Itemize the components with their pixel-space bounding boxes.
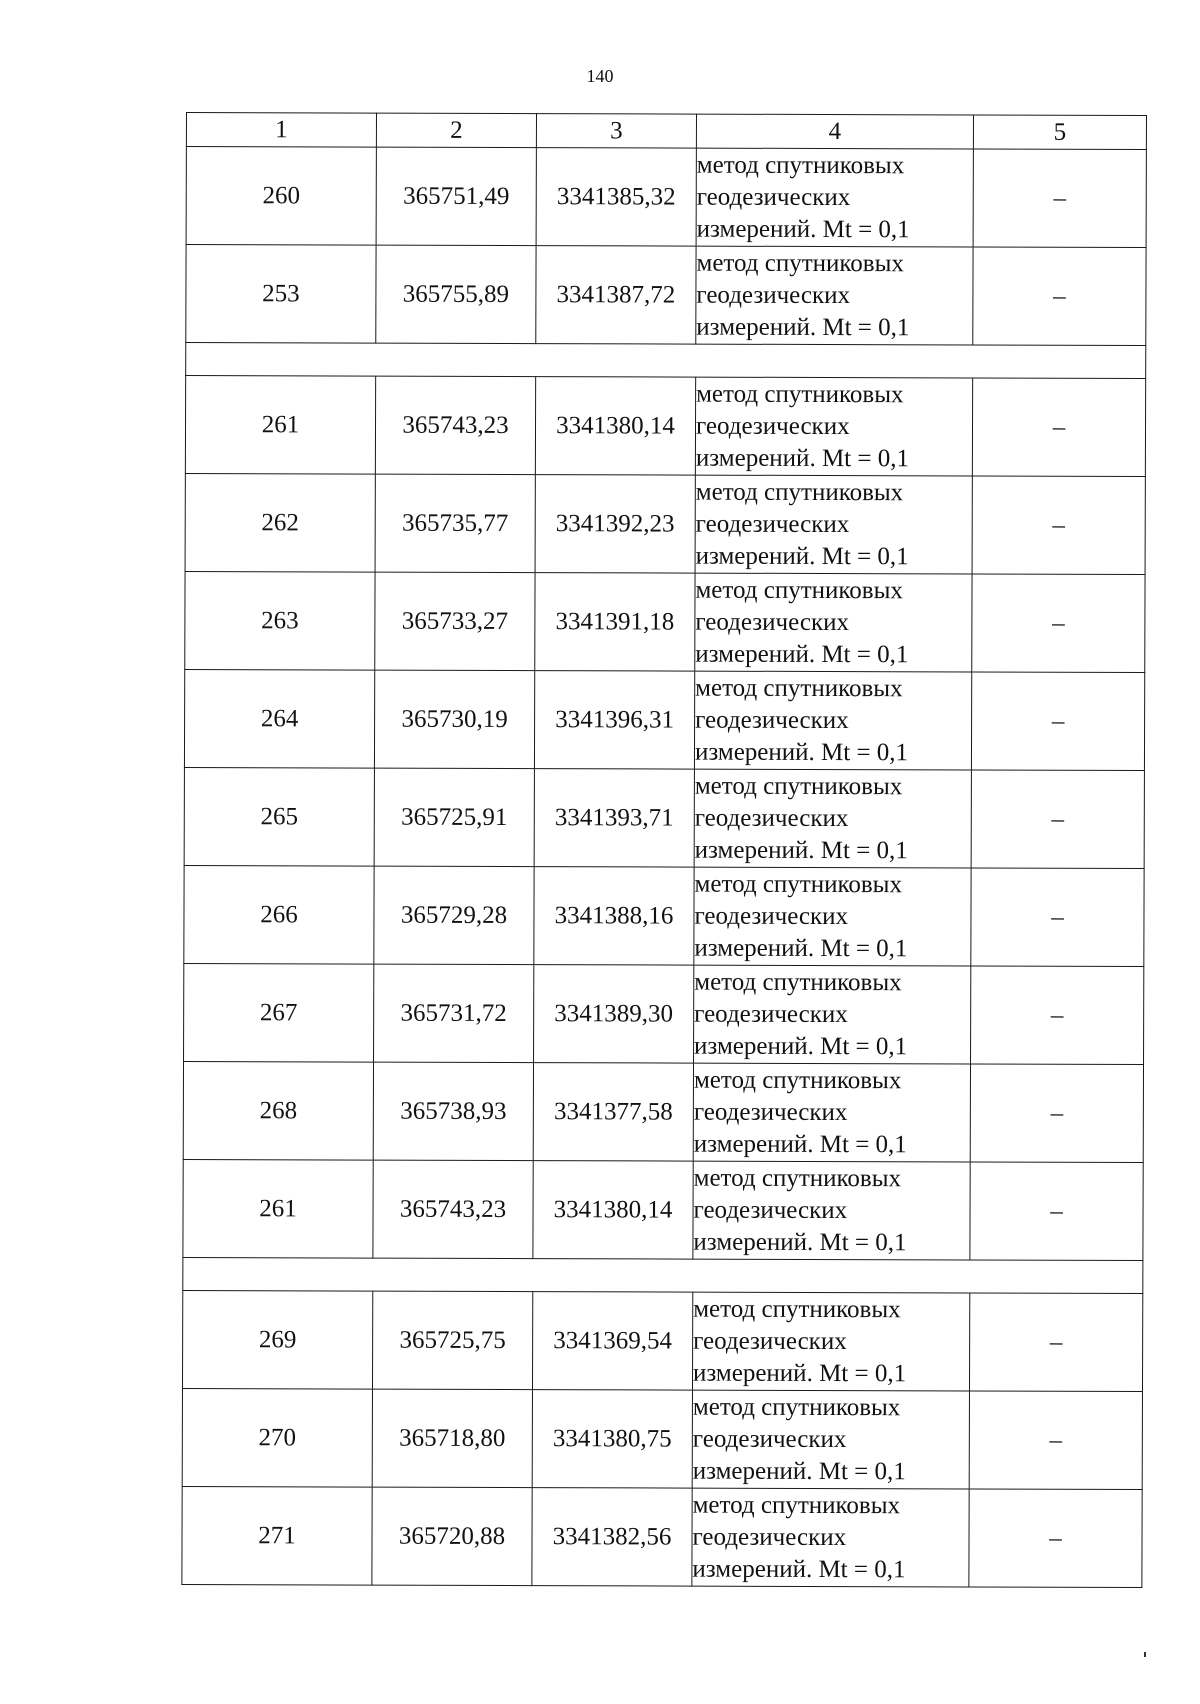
coordinate-x-cell: 365733,27	[375, 572, 535, 671]
description-cell: –	[970, 1064, 1143, 1163]
coordinate-y-cell: 3341377,58	[533, 1063, 693, 1162]
coordinate-x-cell: 365755,89	[376, 245, 536, 344]
description-cell: –	[969, 1391, 1142, 1490]
method-cell	[696, 148, 973, 247]
point-number-cell: 267	[184, 963, 374, 1062]
method-text-line: геодезических	[692, 1425, 847, 1453]
method-cell	[692, 1292, 969, 1391]
description-cell: –	[973, 247, 1146, 346]
method-text-line: метод спутниковых	[696, 249, 904, 277]
coordinate-y-cell: 3341380,14	[533, 1161, 693, 1260]
coordinate-y-cell: 3341396,31	[534, 671, 694, 770]
method-cell	[695, 573, 972, 672]
method-text-line: метод спутниковых	[695, 576, 903, 604]
coordinate-x-cell: 365738,93	[373, 1062, 533, 1161]
method-text-line: измерений. Mt = 0,1	[694, 738, 909, 766]
coordinate-x-cell: 365729,28	[374, 866, 534, 965]
section-separator-row	[183, 1257, 1143, 1293]
method-text-line: измерений. Mt = 0,1	[695, 640, 909, 668]
coordinate-x-cell: 365743,23	[375, 376, 535, 475]
coordinate-y-cell: 3341380,75	[532, 1390, 692, 1489]
method-cell	[695, 377, 972, 476]
description-cell: –	[969, 1293, 1142, 1392]
method-cell	[693, 1161, 970, 1260]
table-row	[182, 1290, 1142, 1391]
method-text-line: измерений. Mt = 0,1	[695, 542, 909, 570]
scan-speck	[1144, 1652, 1146, 1657]
point-number-cell: 261	[185, 376, 375, 475]
method-text-line: метод спутниковых	[696, 380, 904, 408]
coordinate-x-cell: 365730,19	[374, 670, 534, 769]
method-text-line: метод спутниковых	[694, 870, 903, 898]
method-cell	[692, 1488, 969, 1587]
point-number-cell: 260	[186, 147, 376, 246]
method-text-line: метод спутниковых	[692, 1491, 901, 1519]
point-number-cell: 266	[184, 865, 374, 964]
method-cell	[695, 475, 972, 574]
method-text-line: геодезических	[694, 1000, 848, 1028]
description-cell: –	[972, 574, 1145, 673]
table-row	[184, 963, 1144, 1064]
method-cell	[694, 671, 971, 770]
coordinate-x-cell: 365731,72	[374, 964, 534, 1063]
table-row	[182, 1388, 1142, 1489]
coordinate-y-cell: 3341393,71	[534, 769, 694, 868]
header-col-2: 2	[376, 113, 536, 148]
method-text-line: измерений. Mt = 0,1	[696, 313, 910, 341]
section-separator-row	[186, 343, 1146, 379]
header-col-1: 1	[186, 113, 376, 148]
table-row	[183, 1159, 1143, 1260]
point-number-cell: 253	[186, 245, 376, 344]
method-cell	[694, 965, 971, 1064]
description-cell: –	[973, 149, 1146, 248]
method-text-line: геодезических	[693, 1098, 848, 1126]
coordinate-x-cell: 365720,88	[372, 1487, 532, 1586]
coordinate-x-cell: 365751,49	[376, 147, 536, 246]
table-row	[184, 767, 1144, 868]
table-row	[185, 473, 1145, 574]
point-number-cell: 271	[182, 1486, 372, 1585]
point-number-cell: 261	[183, 1159, 373, 1258]
coordinate-y-cell: 3341391,18	[535, 573, 695, 672]
method-text-line: геодезических	[696, 281, 851, 309]
section-separator-cell	[183, 1257, 1143, 1293]
point-number-cell: 263	[185, 571, 375, 670]
method-text-line: метод спутниковых	[693, 1066, 902, 1094]
description-cell: –	[971, 966, 1144, 1065]
header-col-3: 3	[536, 114, 696, 149]
description-cell: –	[971, 770, 1144, 869]
table-row	[183, 1061, 1143, 1162]
method-text-line: метод спутниковых	[693, 1295, 901, 1323]
method-text-line: геодезических	[695, 412, 850, 440]
method-text-line: метод спутниковых	[692, 1393, 901, 1421]
coordinate-x-cell: 365735,77	[375, 474, 535, 573]
description-cell: –	[971, 672, 1144, 771]
coordinate-y-cell: 3341388,16	[534, 867, 694, 966]
point-number-cell: 264	[184, 669, 374, 768]
method-text-line: метод спутниковых	[695, 674, 903, 702]
coordinate-x-cell: 365718,80	[372, 1389, 532, 1488]
method-cell	[694, 867, 971, 966]
header-col-4: 4	[696, 114, 973, 149]
table-row	[184, 865, 1144, 966]
method-text-line: геодезических	[695, 706, 849, 734]
point-number-cell: 270	[182, 1388, 372, 1487]
table-row	[186, 245, 1146, 346]
method-text-line: измерений. Mt = 0,1	[694, 836, 908, 864]
method-text-line: метод спутниковых	[695, 478, 904, 506]
coordinate-y-cell: 3341389,30	[534, 965, 694, 1064]
table-row	[182, 1486, 1142, 1587]
method-text-line: измерений. Mt = 0,1	[692, 1359, 907, 1387]
point-number-cell: 268	[183, 1061, 373, 1160]
method-text-line: геодезических	[694, 902, 849, 930]
method-text-line: измерений. Mt = 0,1	[696, 215, 910, 243]
coordinate-y-cell: 3341392,23	[535, 475, 695, 574]
method-cell	[696, 246, 973, 345]
header-col-5: 5	[973, 115, 1146, 150]
description-cell: –	[970, 1162, 1143, 1261]
method-text-line: геодезических	[693, 1196, 848, 1224]
method-text-line: измерений. Mt = 0,1	[692, 1555, 906, 1583]
method-text-line: метод спутниковых	[694, 968, 902, 996]
method-text-line: геодезических	[694, 804, 849, 832]
coordinate-y-cell: 3341369,54	[532, 1292, 692, 1391]
coordinate-y-cell: 3341385,32	[536, 148, 696, 247]
point-number-cell: 269	[182, 1290, 372, 1389]
coordinate-x-cell: 365743,23	[373, 1160, 533, 1259]
table-row	[184, 669, 1144, 770]
method-text-line: измерений. Mt = 0,1	[693, 1228, 907, 1256]
method-text-line: измерений. Mt = 0,1	[694, 934, 908, 962]
coordinate-y-cell: 3341387,72	[536, 246, 696, 345]
description-cell: –	[972, 378, 1145, 477]
coordinate-x-cell: 365725,75	[372, 1291, 532, 1390]
coordinates-table	[181, 112, 1147, 1588]
method-text-line: измерений. Mt = 0,1	[693, 1130, 907, 1158]
method-text-line: измерений. Mt = 0,1	[692, 1457, 906, 1485]
point-number-cell: 262	[185, 473, 375, 572]
method-cell	[694, 769, 971, 868]
method-text-line: метод спутниковых	[694, 772, 903, 800]
method-text-line: измерений. Mt = 0,1	[695, 444, 910, 472]
method-text-line: геодезических	[695, 510, 850, 538]
method-text-line: геодезических	[695, 608, 850, 636]
coordinate-y-cell: 3341382,56	[532, 1488, 692, 1587]
method-cell	[692, 1390, 969, 1489]
header-row	[186, 113, 1146, 150]
method-text-line: метод спутниковых	[693, 1164, 902, 1192]
method-cell	[693, 1063, 970, 1162]
table-row	[186, 147, 1146, 248]
description-cell: –	[972, 476, 1145, 575]
coordinate-x-cell: 365725,91	[374, 768, 534, 867]
description-cell: –	[971, 868, 1144, 967]
point-number-cell: 265	[184, 767, 374, 866]
method-text-line: измерений. Mt = 0,1	[694, 1032, 908, 1060]
table-header	[186, 113, 1146, 150]
method-text-line: геодезических	[696, 183, 851, 211]
table-body	[182, 147, 1147, 1588]
table-row	[185, 376, 1145, 477]
method-text-line: геодезических	[692, 1523, 847, 1551]
table-row	[185, 571, 1145, 672]
section-separator-cell	[186, 343, 1146, 379]
page-number: 140	[586, 66, 614, 86]
method-text-line: метод спутниковых	[696, 151, 905, 179]
description-cell: –	[969, 1489, 1142, 1588]
coordinate-y-cell: 3341380,14	[535, 377, 695, 476]
method-text-line: геодезических	[693, 1327, 847, 1355]
